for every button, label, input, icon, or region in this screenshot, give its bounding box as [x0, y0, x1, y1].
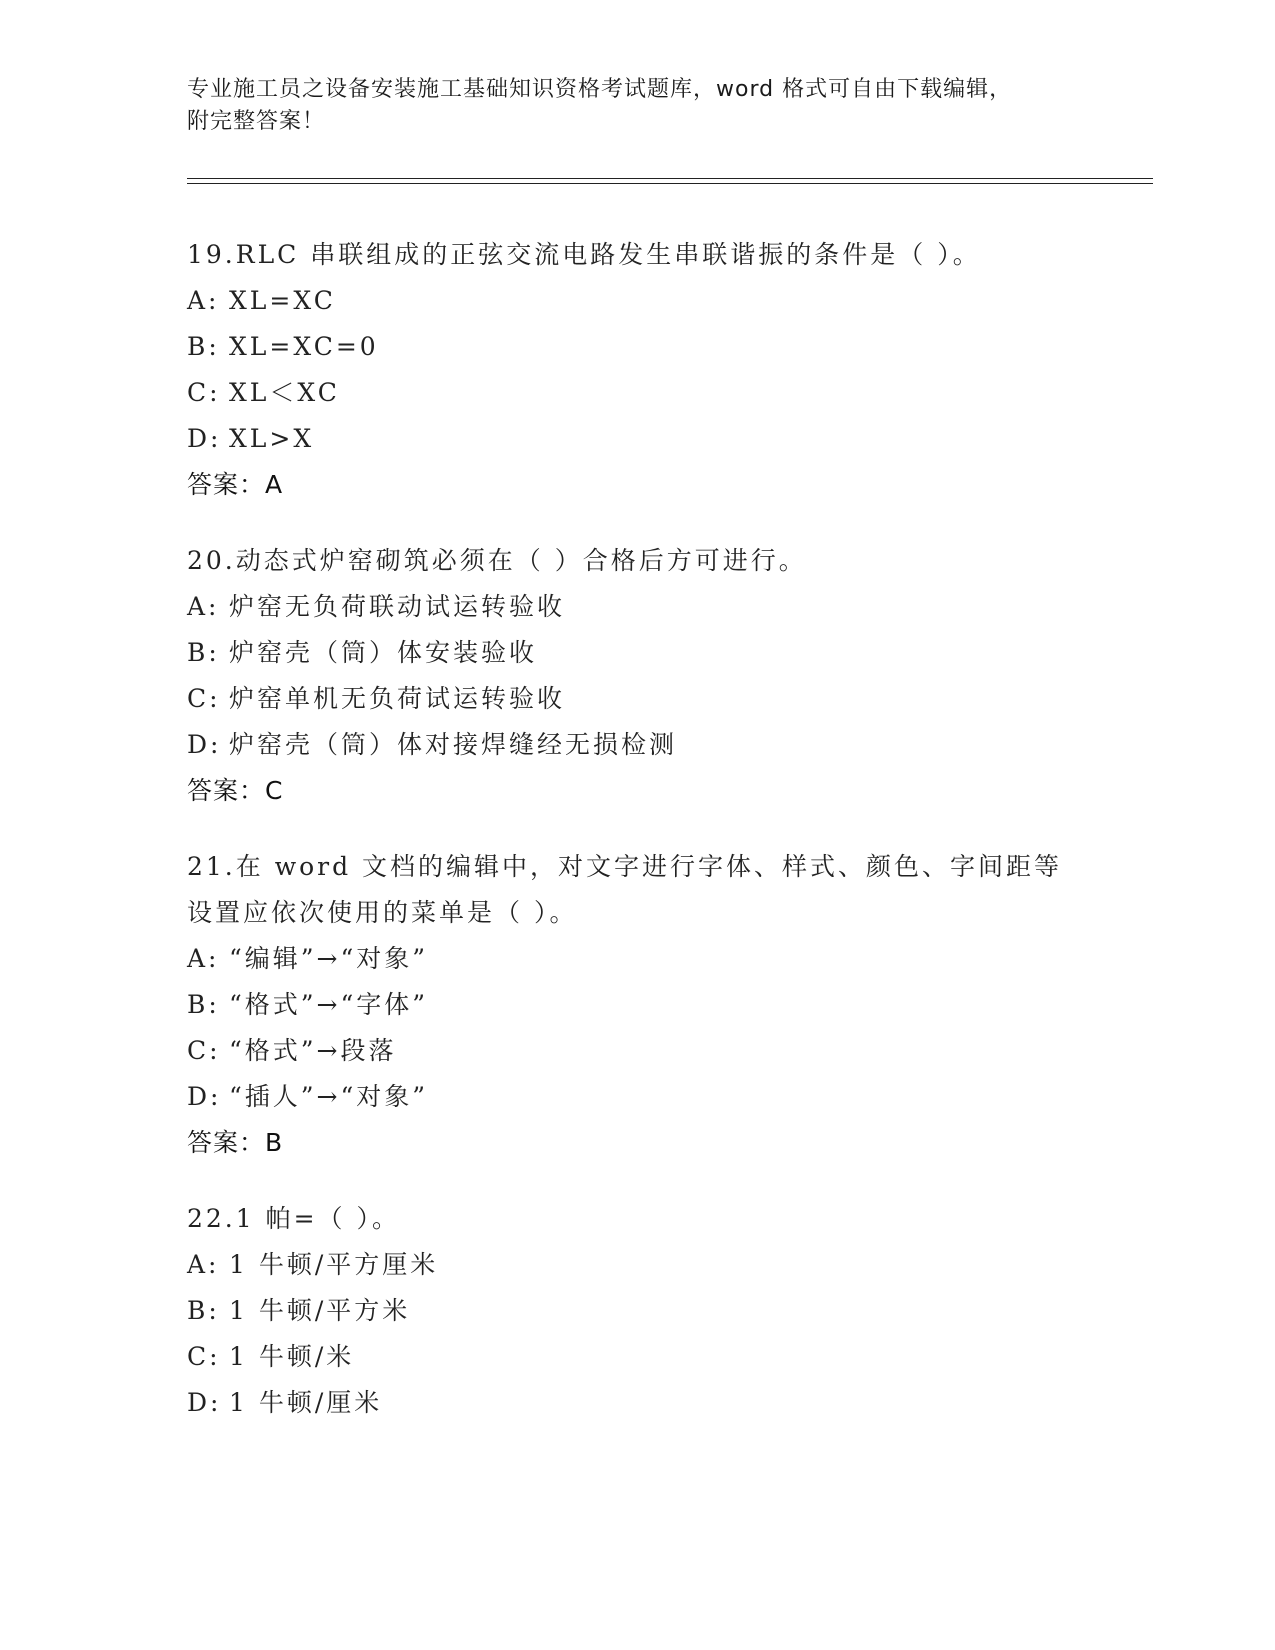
option-d [187, 722, 1147, 768]
option-letter: D: [187, 424, 222, 453]
question-stem-line: 21.在 word 文档的编辑中，对文字进行字体、样式、颜色、字间距等 [187, 852, 1063, 881]
option-a [187, 1242, 1147, 1288]
option-text: 炉窑壳（筒）体对接焊缝经无损检测 [229, 730, 678, 759]
question-22 [187, 1196, 1147, 1426]
answer-line: 答案：B [187, 1128, 284, 1157]
option-text: “格式”→“字体” [229, 990, 429, 1019]
option-letter: B: [187, 990, 220, 1019]
option-text: 1 牛顿/平方厘米 [229, 1250, 439, 1279]
option-letter: A: [187, 1250, 220, 1279]
question-stem [187, 232, 1147, 278]
question-21 [187, 844, 1147, 1166]
option-c [187, 1334, 1147, 1380]
option-letter: D: [187, 1388, 222, 1417]
option-a [187, 936, 1147, 982]
option-letter: C: [187, 684, 221, 713]
option-letter: D: [187, 1082, 222, 1111]
option-a [187, 584, 1147, 630]
option-letter: C: [187, 378, 221, 407]
question-20 [187, 538, 1147, 814]
option-text: XL＜XC [229, 378, 340, 407]
option-letter: B: [187, 1296, 220, 1325]
option-d [187, 1074, 1147, 1120]
document-header [187, 74, 1087, 138]
option-text: “编辑”→“对象” [229, 944, 429, 973]
question-stem-line: 22.1 帕=（ ）。 [187, 1204, 401, 1233]
option-c [187, 1028, 1147, 1074]
option-a [187, 278, 1147, 324]
answer-line: 答案：C [187, 776, 284, 805]
option-text: “格式”→段落 [229, 1036, 397, 1065]
question-stem-line: 20.动态式炉窑砌筑必须在（ ）合格后方可进行。 [187, 546, 807, 575]
option-text: 炉窑壳（筒）体安装验收 [229, 638, 538, 667]
option-text: XL=XC [229, 286, 336, 315]
option-c [187, 370, 1147, 416]
option-text: 1 牛顿/米 [229, 1342, 355, 1371]
option-b [187, 630, 1147, 676]
option-letter: A: [187, 944, 220, 973]
option-text: “插人”→“对象” [229, 1082, 429, 1111]
header-line-2: 附完整答案！ [187, 109, 326, 134]
option-text: XL>X [229, 424, 315, 453]
header-divider-top [187, 178, 1153, 179]
option-text: 炉窑无负荷联动试运转验收 [229, 592, 566, 621]
question-stem [187, 538, 1147, 584]
option-text: XL=XC=0 [229, 332, 379, 361]
question-stem-line: 19.RLC 串联组成的正弦交流电路发生串联谐振的条件是（ ）。 [187, 240, 981, 269]
option-letter: B: [187, 332, 220, 361]
option-c [187, 676, 1147, 722]
option-text: 1 牛顿/平方米 [229, 1296, 411, 1325]
option-letter: C: [187, 1342, 221, 1371]
question-list [187, 232, 1147, 1456]
option-b [187, 982, 1147, 1028]
option-letter: B: [187, 638, 220, 667]
option-text: 1 牛顿/厘米 [229, 1388, 383, 1417]
header-line-1: 专业施工员之设备安装施工基础知识资格考试题库，word 格式可自由下载编辑， [187, 77, 1013, 102]
question-stem [187, 1196, 1147, 1242]
option-d [187, 416, 1147, 462]
option-d [187, 1380, 1147, 1426]
option-text: 炉窑单机无负荷试运转验收 [229, 684, 566, 713]
option-letter: A: [187, 592, 220, 621]
question-19 [187, 232, 1147, 508]
option-letter: A: [187, 286, 220, 315]
question-stem-line: 设置应依次使用的菜单是（ ）。 [187, 898, 578, 927]
option-b [187, 324, 1147, 370]
header-divider-bottom [187, 183, 1153, 184]
option-b [187, 1288, 1147, 1334]
question-stem [187, 844, 1147, 936]
answer-line: 答案：A [187, 470, 284, 499]
option-letter: D: [187, 730, 222, 759]
option-letter: C: [187, 1036, 221, 1065]
